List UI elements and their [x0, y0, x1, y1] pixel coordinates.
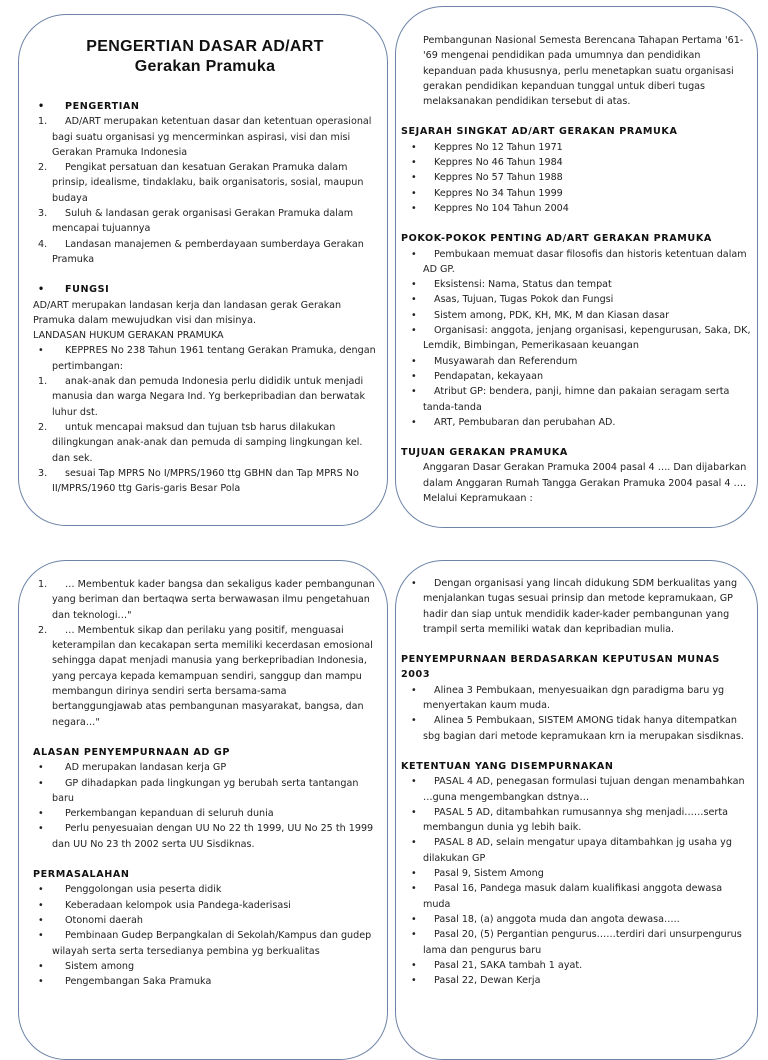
list-number: 3.: [38, 467, 48, 479]
paragraph: [401, 33, 751, 109]
bullet-marker: •: [411, 248, 417, 260]
bullet-marker: •: [411, 187, 417, 199]
card-content: [401, 33, 751, 506]
item-text: PENGERTIAN: [65, 101, 140, 112]
item-text: Eksistensi: Nama, Status dan tempat: [434, 279, 612, 291]
title-line-2: Gerakan Pramuka: [134, 58, 276, 75]
bullet-item: [401, 140, 751, 155]
bullet-marker: •: [411, 279, 417, 291]
item-text: PERMASALAHAN: [33, 869, 130, 881]
bullet-item: [401, 384, 751, 415]
bullet-marker: •: [411, 868, 417, 880]
document-title: [33, 37, 377, 77]
section-heading: [33, 745, 377, 760]
bullet-item: [401, 683, 751, 714]
item-text: ALASAN PENYEMPURNAAN AD GP: [33, 746, 231, 758]
bullet-marker: •: [38, 101, 45, 112]
bullet-marker: •: [38, 960, 44, 972]
item-text: … Membentuk sikap dan perilaku yang positif, menguasai keterampilan dan kecakapan serta memiliki kecerdasan emosional sehingga dapat menjadi manusia yang berkepribadian Indonesia, yang percaya kepada kemampuan sendiri, sanggup dan mampu membangun dirinya sendiri serta bersama-sama bertanggungjawab atas pembangunan masyarakat, bangsa, dan negara…": [52, 624, 373, 728]
item-text: Organisasi: anggota, jenjang organisasi, kepengurusan, Saka, DK, Lemdik, Bimbingan, Pemerikasaan keuangan: [423, 325, 751, 352]
bullet-item: [401, 866, 751, 881]
bullet-marker: •: [38, 899, 44, 911]
bullet-marker: •: [411, 157, 417, 169]
bullet-item: [33, 898, 377, 913]
item-text: Pengembangan Saka Pramuka: [65, 976, 212, 988]
item-text: anak-anak dan pemuda Indonesia perlu dididik untuk menjadi manusia dan warga Negara Ind. Yg berkepribadian dan berwatak luhur dst.: [52, 376, 366, 418]
item-text: Atribut GP: bendera, panji, himne dan pakaian seragam serta tanda-tanda: [423, 386, 730, 413]
bullet-item: [33, 821, 377, 852]
item-text: Keppres No 57 Tahun 1988: [434, 172, 563, 184]
bullet-item: [33, 806, 377, 821]
item-text: Pasal 22, Dewan Kerja: [434, 975, 541, 987]
section-heading: [401, 231, 751, 246]
item-text: KEPPRES No 238 Tahun 1961 tentang Gerakan Pramuka, dengan pertimbangan:: [52, 345, 376, 372]
bullet-item: [401, 323, 751, 354]
list-number: 2.: [38, 421, 48, 433]
bullet-marker: •: [411, 715, 417, 727]
card-alasan: [18, 560, 388, 1060]
bullet-marker: •: [38, 777, 44, 789]
title-line-1: PENGERTIAN DASAR AD/ART: [86, 38, 324, 55]
item-text: Sistem among: [65, 960, 135, 972]
list-number: 1.: [38, 579, 48, 590]
item-text: Perlu penyesuaian dengan UU No 22 th 1999, UU No 25 th 1999 dan UU No 23 th 2002 serta UU Sisdiknas.: [52, 823, 374, 850]
bullet-item: [401, 576, 751, 637]
bullet-item: [401, 170, 751, 185]
bullet-item: [33, 343, 377, 374]
bullet-item: [401, 292, 751, 307]
numbered-item: [33, 237, 377, 268]
numbered-item: [33, 114, 377, 160]
item-text: SEJARAH SINGKAT AD/ART GERAKAN PRAMUKA: [401, 126, 678, 138]
numbered-item: [33, 206, 377, 237]
bullet-marker: •: [411, 370, 417, 382]
numbered-item: [33, 577, 377, 623]
bullet-marker: •: [411, 975, 417, 987]
bullet-marker: •: [411, 929, 417, 941]
item-text: Pendapatan, kekayaan: [434, 370, 544, 382]
item-text: Pasal 18, (a) anggota muda dan angota dewasa…..: [434, 913, 680, 925]
bullet-marker: •: [38, 976, 44, 988]
bullet-item: [401, 155, 751, 170]
numbered-item: [33, 160, 377, 206]
item-text: Pembinaan Gudep Berpangkalan di Sekolah/Kampus dan gudep wilayah serta serta tersedianya pembina yg berkualitas: [52, 930, 372, 957]
bullet-marker: •: [411, 684, 417, 696]
bullet-item: [33, 776, 377, 807]
numbered-item: [33, 374, 377, 420]
item-text: LANDASAN HUKUM GERAKAN PRAMUKA: [33, 330, 224, 342]
item-text: FUNGSI: [65, 284, 110, 296]
bullet-marker: •: [411, 578, 417, 589]
bullet-item: [401, 835, 751, 866]
item-text: Sistem among, PDK, KH, MK, M dan Kiasan dasar: [434, 309, 670, 321]
item-text: Perkembangan kepanduan di seluruh dunia: [65, 808, 274, 820]
item-text: … Membentuk kader bangsa dan sekaligus kader pembangunan yang beriman dan bertaqwa serta berwawasan ilmu pengetahuan dan teknologi…": [52, 579, 375, 621]
item-text: PENYEMPURNAAN BERDASARKAN KEPUTUSAN MUNAS 2003: [401, 654, 720, 681]
bullet-item: [33, 974, 377, 989]
item-text: KETENTUAN YANG DISEMPURNAKAN: [401, 760, 614, 772]
item-text: PASAL 8 AD, selain mengatur upaya ditambahkan jg usaha yg dilakukan GP: [423, 837, 732, 864]
list-number: 1.: [38, 116, 48, 128]
bullet-marker: •: [411, 309, 417, 321]
section-heading: [401, 759, 751, 774]
bullet-marker: •: [411, 294, 417, 306]
bullet-marker: •: [38, 762, 44, 774]
bullet-item: [401, 415, 751, 430]
paragraph: [33, 328, 377, 343]
section-heading: [33, 282, 377, 297]
item-text: PASAL 4 AD, penegasan formulasi tujuan dengan menambahkan …guna mengembangkan dstnya…: [423, 776, 745, 803]
bullet-marker: •: [38, 345, 44, 357]
numbered-item: [33, 623, 377, 730]
bullet-marker: •: [411, 416, 417, 428]
item-text: Pembangunan Nasional Semesta Berencana Tahapan Pertama '61-'69 mengenai pendidikan pada umumnya dan pendidikan kepanduan pada khususnya, perlu menetapkan suatu organisasi gerakan pendidikan kepanduan tunggal untuk diberi tugas melaksanakan pendidikan tersebut di atas.: [423, 35, 744, 108]
bullet-item: [33, 913, 377, 928]
item-text: Alinea 5 Pembukaan, SISTEM AMONG tidak hanya ditempatkan sbg bagian dari metode kepramukaan krn ia merupakan sisdiknas.: [423, 715, 744, 742]
item-text: Pembukaan memuat dasar filosofis dan historis ketentuan dalam AD GP.: [423, 248, 747, 275]
item-text: POKOK-POKOK PENTING AD/ART GERAKAN PRAMUKA: [401, 233, 712, 245]
bullet-marker: •: [411, 883, 417, 895]
bullet-marker: •: [411, 172, 417, 184]
bullet-item: [401, 973, 751, 988]
item-text: AD/ART merupakan ketentuan dasar dan ketentuan operasional bagi suatu organisasi yg mencerminkan aspirasi, visi dan misi Gerakan Pramuka Indonesia: [52, 116, 372, 158]
item-text: Musyawarah dan Referendum: [434, 355, 578, 367]
card-sejarah: [395, 6, 758, 528]
item-text: AD merupakan landasan kerja GP: [65, 762, 227, 774]
item-text: Pengikat persatuan dan kesatuan Gerakan Pramuka dalam prinsip, idealisme, tindaklaku, baik organisatoris, sosial, maupun budaya: [52, 162, 364, 204]
bullet-item: [401, 805, 751, 836]
bullet-item: [401, 774, 751, 805]
bullet-item: [401, 369, 751, 384]
item-text: Keppres No 12 Tahun 1971: [434, 141, 563, 153]
bullet-marker: •: [411, 776, 417, 788]
item-text: Penggolongan usia peserta didik: [65, 884, 222, 896]
item-text: Keppres No 104 Tahun 2004: [434, 202, 569, 214]
paragraph: [33, 298, 377, 329]
bullet-marker: •: [38, 823, 44, 835]
section-heading: [401, 652, 751, 683]
bullet-item: [401, 201, 751, 216]
item-text: Alinea 3 Pembukaan, menyesuaikan dgn paradigma baru yg menyertakan kaum muda.: [423, 684, 725, 712]
bullet-item: [401, 881, 751, 912]
bullet-marker: •: [411, 141, 417, 153]
bullet-marker: •: [411, 806, 417, 818]
bullet-item: [33, 882, 377, 897]
card-ketentuan: [395, 560, 758, 1060]
item-text: Suluh & landasan gerak organisasi Gerakan Pramuka dalam mencapai tujuannya: [52, 208, 354, 235]
list-number: 4.: [38, 238, 48, 250]
paragraph: [401, 460, 751, 506]
bullet-marker: •: [38, 284, 45, 296]
item-text: Keberadaan kelompok usia Pandega-kaderisasi: [65, 899, 291, 911]
section-heading: [401, 124, 751, 139]
bullet-item: [401, 958, 751, 973]
bullet-item: [401, 308, 751, 323]
item-text: Pasal 21, SAKA tambah 1 ayat.: [434, 959, 583, 971]
bullet-marker: •: [411, 202, 417, 214]
section-heading: [401, 445, 751, 460]
item-text: Keppres No 46 Tahun 1984: [434, 157, 563, 169]
bullet-marker: •: [411, 386, 417, 398]
bullet-marker: •: [411, 355, 417, 367]
bullet-item: [33, 928, 377, 959]
bullet-item: [401, 277, 751, 292]
item-text: Otonomi daerah: [65, 914, 143, 926]
item-text: Asas, Tujuan, Tugas Pokok dan Fungsi: [434, 294, 614, 306]
list-number: 1.: [38, 376, 48, 388]
item-text: TUJUAN GERAKAN PRAMUKA: [401, 447, 568, 459]
card-content: [33, 99, 377, 496]
item-text: Pasal 16, Pandega masuk dalam kualifikasi anggota dewasa muda: [423, 883, 723, 910]
bullet-item: [401, 713, 751, 744]
section-heading: [33, 99, 377, 114]
bullet-item: [33, 959, 377, 974]
item-text: untuk mencapai maksud dan tujuan tsb harus dilakukan dilingkungan anak-anak dan pemuda di samping lingkungan kel. dan sek.: [52, 421, 363, 464]
item-text: ART, Pembubaran dan perubahan AD.: [434, 416, 616, 428]
bullet-marker: •: [411, 325, 417, 337]
item-text: Anggaran Dasar Gerakan Pramuka 2004 pasal 4 …. Dan dijabarkan dalam Anggaran Rumah Tangga Gerakan Pramuka 2004 pasal 4 …. Melalui Kepramukaan :: [423, 462, 747, 505]
item-text: AD/ART merupakan landasan kerja dan landasan gerak Gerakan Pramuka dalam mewujudkan visi dan misinya.: [33, 299, 342, 326]
bullet-marker: •: [411, 913, 417, 925]
bullet-item: [401, 927, 751, 958]
list-number: 2.: [38, 162, 48, 174]
bullet-marker: •: [411, 959, 417, 971]
item-text: PASAL 5 AD, ditambahkan rumusannya shg menjadi……serta membangun dunia yg lebih baik.: [423, 806, 728, 834]
bullet-marker: •: [38, 808, 44, 820]
bullet-item: [401, 186, 751, 201]
item-text: GP dihadapkan pada lingkungan yg berubah serta tantangan baru: [52, 777, 359, 804]
bullet-item: [401, 912, 751, 927]
item-text: Pasal 20, (5) Pergantian pengurus……terdiri dari unsurpengurus lama dan pengurus baru: [423, 929, 742, 956]
list-number: 2.: [38, 624, 48, 636]
item-text: sesuai Tap MPRS No I/MPRS/1960 ttg GBHN dan Tap MPRS No II/MPRS/1960 ttg Garis-garis Besar Pola: [52, 467, 359, 495]
bullet-item: [401, 354, 751, 369]
section-heading: [33, 867, 377, 882]
item-text: Landasan manajemen & pemberdayaan sumberdaya Gerakan Pramuka: [52, 238, 364, 265]
bullet-marker: •: [38, 930, 44, 942]
list-number: 3.: [38, 208, 48, 220]
bullet-marker: •: [411, 837, 417, 849]
numbered-item: [33, 420, 377, 466]
card-pengertian: [18, 14, 388, 526]
item-text: Pasal 9, Sistem Among: [434, 868, 544, 880]
bullet-marker: •: [38, 884, 44, 896]
item-text: Keppres No 34 Tahun 1999: [434, 187, 563, 199]
bullet-item: [33, 760, 377, 775]
card-content: [401, 576, 751, 988]
item-text: Dengan organisasi yang lincah didukung SDM berkualitas yang menjalankan tugas sesuai prinsip dan metode kepramukaan, GP hadir dan siap untuk mendidik kader-kader pembangunan yang trampil serta memiliki watak dan kepribadian mulia.: [423, 578, 738, 635]
card-content: [33, 577, 377, 989]
numbered-item: [33, 466, 377, 497]
bullet-item: [401, 247, 751, 278]
bullet-marker: •: [38, 914, 44, 926]
